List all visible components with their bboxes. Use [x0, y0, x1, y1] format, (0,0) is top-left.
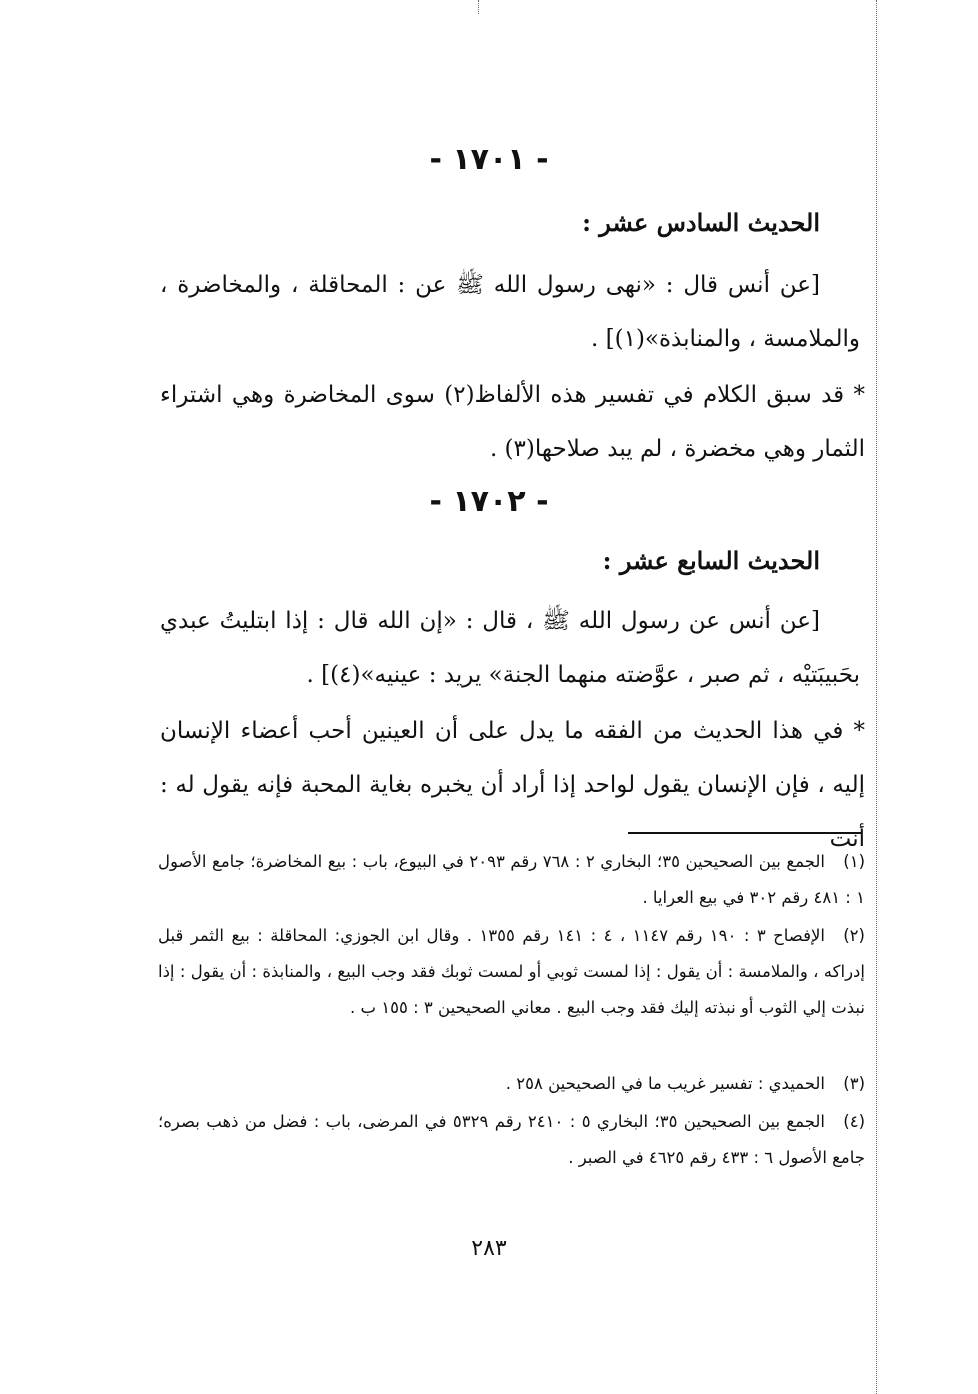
margin-guide-line: [876, 0, 877, 1394]
footnote-separator: [628, 832, 861, 834]
footnote-text: الجمع بين الصحيحين ٣٥؛ البخاري ٥ : ٢٤١٠ رقم ٥٣٢٩ في المرضى، باب : فضل من ذهب بصره؛ جامع الأصول ٦ : ٤٣٣ رقم ٤٦٢٥ في الصبر .: [158, 1112, 865, 1167]
hadith-text: [عن أنس عن رسول الله ﷺ ، قال : «إن الله قال : إذا ابتليتُ عبدي بحَبيبَتيْه ، ثم صبر ، عوَّضته منهما الجنة» يريد : عينيه»(٤)] .: [160, 608, 860, 688]
hadith-heading: الحديث السابع عشر :: [602, 546, 820, 575]
entry-number: - ١٧٠٢ -: [429, 484, 549, 519]
footnote-label: (٣): [843, 1074, 865, 1093]
footnote-label: (٢): [843, 926, 865, 945]
entry-number: - ١٧٠١ -: [429, 142, 549, 177]
footnote-text: الإفصاح ٣ : ١٩٠ رقم ١١٤٧ ، ٤ : ١٤١ رقم ١٣٥٥ . وقال ابن الجوزي: المحاقلة : بيع الثمر قبل إدراكه ، والملامسة : أن يقول : إذا لمست ثوبي أو لمست ثوبك فقد وجب البيع ، والمنابذة : أن يقول : إذا نبذت إلي الثوب أو نبذته إليك فقد وجب البيع . معاني الصحيحين ٣ : ١٥٥ ب .: [158, 926, 865, 1017]
footnote: [158, 918, 865, 1026]
footnote: [158, 1104, 865, 1176]
commentary-paragraph: * قد سبق الكلام في تفسير هذه الألفاظ(٢) سوى المخاضرة وهي اشتراء الثمار وهي مخضرة ، لم يبد صلاحها(٣) .: [160, 382, 865, 462]
crop-mark: [478, 0, 481, 14]
footnote-text: الحميدي : تفسير غريب ما في الصحيحين ٢٥٨ .: [505, 1074, 825, 1093]
hadith-heading: الحديث السادس عشر :: [582, 208, 820, 237]
footnote-label: (٤): [843, 1112, 865, 1131]
footnote: [158, 1066, 865, 1102]
footnote-text: الجمع بين الصحيحين ٣٥؛ البخاري ٢ : ٧٦٨ رقم ٢٠٩٣ في البيوع، باب : بيع المخاضرة؛ جامع الأصول ١ : ٤٨١ رقم ٣٠٢ في بيع العرايا .: [158, 852, 865, 907]
commentary-paragraph: * في هذا الحديث من الفقه ما يدل على أن العينين أحب أعضاء الإنسان إليه ، فإن الإنسان يقول لواحد إذا أراد أن يخبره بغاية المحبة فإنه يقول له : أنت: [160, 718, 865, 852]
footnote: [158, 844, 865, 916]
footnote-label: (١): [843, 852, 865, 871]
hadith-text: [عن أنس قال : «نهى رسول الله ﷺ عن : المحاقلة ، والمخاضرة ، والملامسة ، والمنابذة»(١)] .: [160, 272, 860, 352]
page-number: ٢٨٣: [471, 1236, 507, 1261]
